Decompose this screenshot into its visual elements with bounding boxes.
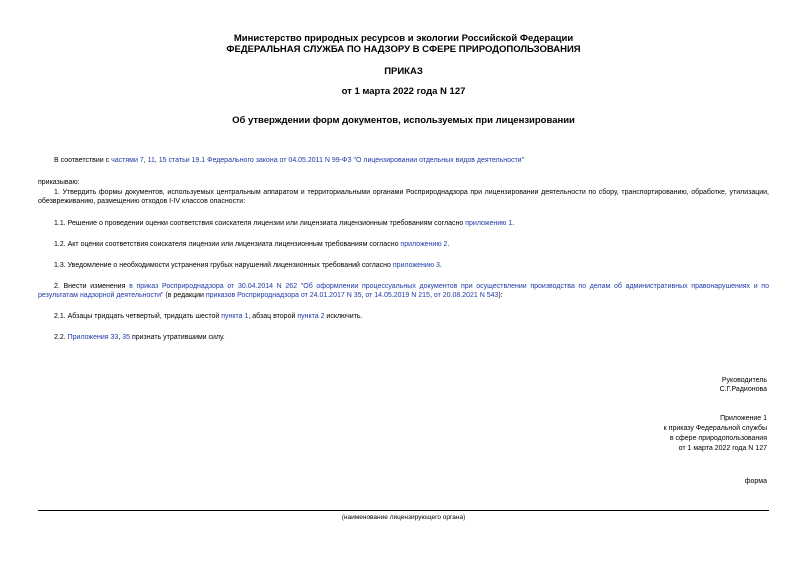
ministry-name: Министерство природных ресурсов и экологии Российской Федерации — [233, 33, 574, 44]
link-order-35[interactable]: приказов Росприроднадзора от 24.01.2017 N 35 — [205, 292, 362, 299]
paragraph-1-2: 1.2. Акт оценки соответствия соискателя лицензии или лицензиата лицензионным требованиям согласно приложению 2. — [54, 241, 450, 248]
link-order-215[interactable]: от 14.05.2019 N 215 — [365, 292, 430, 299]
paragraph-2-2: 2.2. Приложения 33, 35 признать утратившими силу. — [54, 334, 225, 341]
signature-position: Руководитель — [721, 377, 767, 384]
link-appendix-33[interactable]: Приложения 33 — [67, 334, 119, 341]
page-title: Об утверждении форм документов, используемых при лицензировании — [232, 115, 575, 126]
link-point-1[interactable]: пункта 1 — [221, 313, 249, 320]
link-order-543[interactable]: от 20.08.2021 N 543 — [433, 292, 499, 299]
appendix-line-2: к приказу Федеральной службы — [663, 425, 767, 432]
doc-date: от 1 марта 2022 года N 127 — [341, 86, 466, 97]
order-word: приказываю: — [38, 179, 80, 186]
paragraph-1-3: 1.3. Уведомление о необходимости устранения грубых нарушений лицензионных требований согласно приложению 3. — [54, 262, 442, 269]
link-appendix-35[interactable]: 35 — [122, 334, 130, 341]
link-order-262[interactable]: в приказ Росприроднадзора от 30.04.2014 N 262 "Об оформлении процессуальных документов при осуществлении производства по делам об административных правонарушениях и по результатам надзорной деятельности" — [38, 283, 769, 299]
signature-line — [38, 510, 769, 511]
appendix-line-3: в сфере природопользования — [669, 435, 767, 442]
link-appendix-3[interactable]: приложению 3 — [392, 262, 440, 269]
paragraph-1: 1. Утвердить формы документов, используемых центральным аппаратом и территориальными органами Росприроднадзора при лицензировании деятельности по сбору, транспортированию, обработке, утилизации, обезвреживанию, размещению отходов I-IV классов опасности: — [38, 189, 769, 205]
doc-type: ПРИКАЗ — [384, 66, 423, 77]
link-part-7[interactable]: частями 7 — [111, 157, 144, 164]
link-part-11[interactable]: 11 — [147, 157, 155, 164]
authority-caption: (наименование лицензирующего органа) — [341, 514, 466, 521]
appendix-line-4: от 1 марта 2022 года N 127 — [678, 445, 767, 452]
signature-name: С.Г.Радионова — [719, 386, 767, 393]
appendix-line-1: Приложение 1 — [720, 415, 767, 422]
link-federal-law[interactable]: 15 статьи 19.1 Федерального закона от 04.05.2011 N 99-ФЗ "О лицензировании отдельных видов деятельности" — [158, 157, 525, 164]
link-appendix-2[interactable]: приложению 2 — [400, 241, 448, 248]
paragraph-2-1: 2.1. Абзацы тридцать четвертый, тридцать шестой пункта 1, абзац второй пункта 2 исключить. — [54, 313, 363, 320]
paragraph-basis: В соответствии с частями 7, 11, 15 статьи 19.1 Федерального закона от 04.05.2011 N 99-ФЗ "О лицензировании отдельных видов деятельности" — [54, 157, 525, 164]
link-appendix-1[interactable]: приложению 1 — [465, 220, 513, 227]
paragraph-2: 2. Внести изменения в приказ Росприроднадзора от 30.04.2014 N 262 "Об оформлении процессуальных документов при осуществлении производства по делам об административных правонарушениях и по результатам надзорной деятельности" (в редакции приказов Росприроднадзора от 24.01.2017 N 35, от 14.05.2019 N 215, от 20.08.2021 N 543): — [38, 283, 769, 299]
link-point-2[interactable]: пункта 2 — [297, 313, 325, 320]
form-label: форма — [744, 478, 767, 485]
paragraph-1-1: 1.1. Решение о проведении оценки соответствия соискателя лицензии или лицензиата лицензионным требованиям согласно приложению 1. — [54, 220, 515, 227]
service-name: ФЕДЕРАЛЬНАЯ СЛУЖБА ПО НАДЗОРУ В СФЕРЕ ПРИРОДОПОЛЬЗОВАНИЯ — [226, 44, 581, 55]
